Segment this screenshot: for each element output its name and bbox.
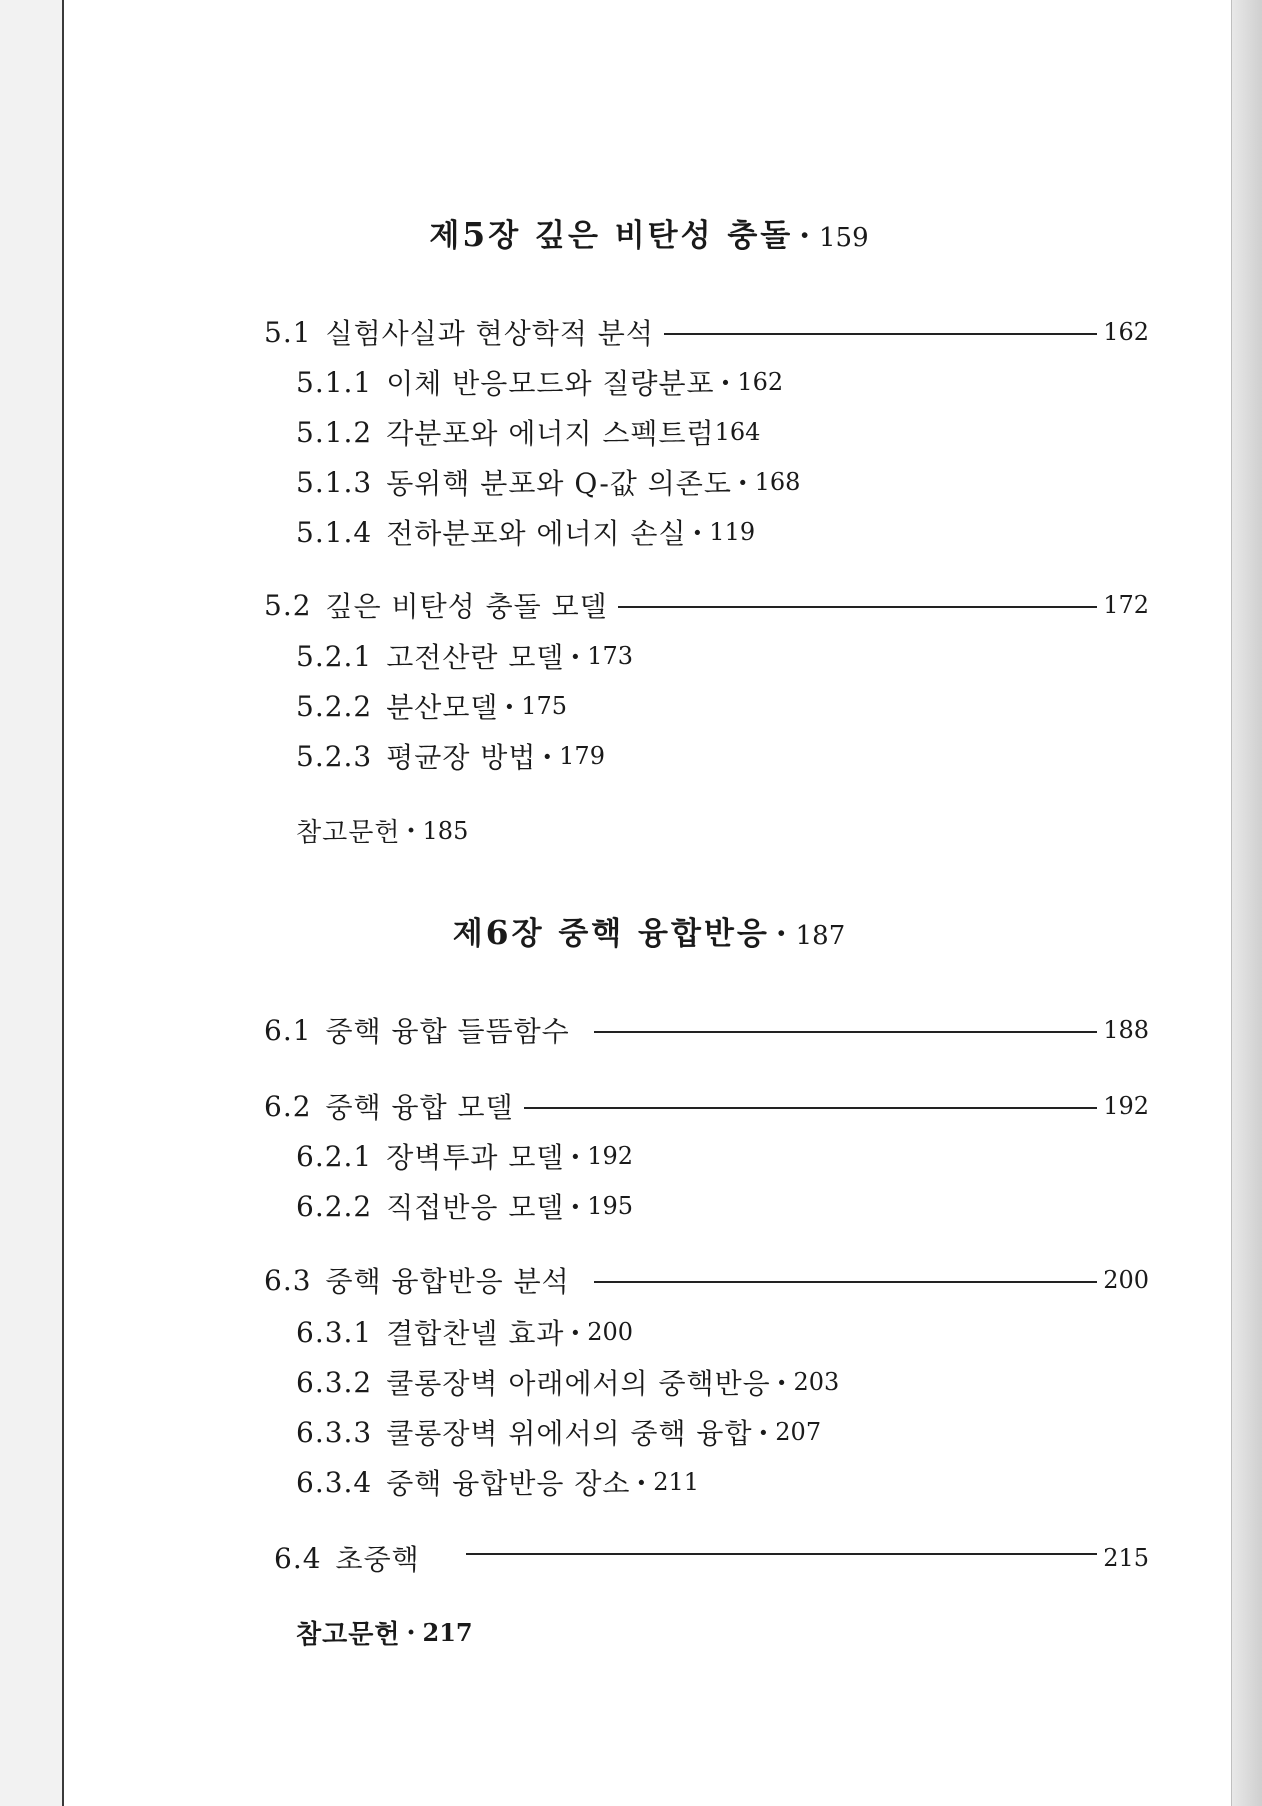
toc-section-6-1[interactable] <box>264 1010 1149 1050</box>
subsection-page: 179 <box>559 742 605 770</box>
chapter-6-references[interactable]: 참고문헌 · 217 <box>296 1614 473 1651</box>
chapter-6-name: 장 중핵 융합반응 <box>511 916 770 952</box>
section-number: 5.1 <box>264 315 312 349</box>
subsection-title: 전하분포와 에너지 손실 <box>386 517 687 550</box>
chapter-5-name: 장 깊은 비탄성 충돌 <box>488 218 794 254</box>
references-label: 참고문헌 <box>296 818 401 848</box>
toc-subsection-5-2-1[interactable]: 5.2.1 고전산란 모델 · 173 <box>296 636 633 676</box>
subsection-title: 장벽투과 모델 <box>386 1141 565 1174</box>
section-page: 192 <box>1103 1092 1149 1120</box>
subsection-title: 쿨롱장벽 위에서의 중핵 융합 <box>386 1417 753 1450</box>
toc-subsection-5-1-3[interactable]: 5.1.3 동위핵 분포와 Q-값 의존도 · 168 <box>296 462 800 502</box>
toc-subsection-5-1-1[interactable]: 5.1.1 이체 반응모드와 질량분포 · 162 <box>296 362 783 402</box>
dot-leader <box>664 333 1097 335</box>
subsection-number: 5.1.2 <box>296 415 373 449</box>
chapter-5-page: 159 <box>819 223 869 253</box>
toc-subsection-5-1-4[interactable]: 5.1.4 전하분포와 에너지 손실 · 119 <box>296 512 755 552</box>
subsection-page: 207 <box>775 1418 822 1446</box>
toc-subsection-6-3-1[interactable]: 6.3.1 결합찬넬 효과 · 200 <box>296 1312 633 1352</box>
page-edge-shadow <box>1232 0 1262 1806</box>
chapter-6-title: 제6장 중핵 융합반응 · 187 <box>452 913 846 952</box>
subsection-title: 분산모델 <box>386 691 499 724</box>
subsection-page: 168 <box>754 468 801 496</box>
subsection-title: 평균장 방법 <box>386 741 537 774</box>
chapter-5-number: 5 <box>462 215 489 254</box>
dot-leader <box>594 1031 1097 1033</box>
toc-subsection-5-1-2[interactable] <box>296 412 760 452</box>
section-number: 5.2 <box>264 588 312 622</box>
dot-leader <box>594 1281 1097 1283</box>
section-page: 215 <box>1103 1544 1149 1572</box>
subsection-page: 175 <box>521 692 568 720</box>
subsection-number: 6.3.1 <box>296 1315 373 1349</box>
subsection-number: 5.1.1 <box>296 365 373 399</box>
section-page: 188 <box>1103 1016 1149 1044</box>
chapter-5-title: 제5장 깊은 비탄성 충돌 · 159 <box>429 215 869 254</box>
subsection-number: 6.3.3 <box>296 1415 373 1449</box>
subsection-page: 164 <box>714 418 761 446</box>
section-page: 200 <box>1103 1266 1149 1294</box>
section-number: 6.4 <box>274 1541 322 1575</box>
section-title: 초중핵 <box>335 1543 420 1576</box>
subsection-page: 192 <box>587 1142 634 1170</box>
subsection-title: 쿨롱장벽 아래에서의 중핵반응 <box>386 1367 771 1400</box>
subsection-title: 이체 반응모드와 질량분포 <box>386 367 715 400</box>
subsection-page: 162 <box>737 368 784 396</box>
subsection-number: 5.1.4 <box>296 515 373 549</box>
toc-subsection-6-3-4[interactable]: 6.3.4 중핵 융합반응 장소 · 211 <box>296 1462 699 1502</box>
toc-subsection-6-2-1[interactable]: 6.2.1 장벽투과 모델 · 192 <box>296 1136 633 1176</box>
subsection-number: 6.2.1 <box>296 1139 373 1173</box>
dot-leader <box>466 1553 1098 1555</box>
section-title: 중핵 융합 모델 <box>325 1091 514 1124</box>
subsection-title: 동위핵 분포와 Q-값 의존도 <box>386 467 732 500</box>
subsection-title: 결합찬넬 효과 <box>386 1317 565 1350</box>
section-title: 중핵 융합반응 분석 <box>325 1265 570 1298</box>
references-label: 참고문헌 <box>296 1620 401 1650</box>
toc-section-5-1[interactable] <box>264 312 1149 352</box>
subsection-number: 5.2.1 <box>296 639 373 673</box>
toc-section-6-4[interactable] <box>274 1538 1149 1578</box>
toc-subsection-6-3-2[interactable]: 6.3.2 쿨롱장벽 아래에서의 중핵반응 · 203 <box>296 1362 839 1402</box>
chapter-6-page: 187 <box>795 921 846 951</box>
subsection-title: 직접반응 모델 <box>386 1191 565 1224</box>
subsection-page: 173 <box>587 642 634 670</box>
subsection-page: 119 <box>709 518 756 546</box>
subsection-title: 고전산란 모델 <box>386 641 565 674</box>
section-title: 실험사실과 현상학적 분석 <box>325 317 654 350</box>
subsection-page: 203 <box>793 1368 840 1396</box>
chapter-5-prefix: 제 <box>429 218 463 254</box>
toc-section-5-2[interactable] <box>264 585 1149 625</box>
subsection-title: 중핵 융합반응 장소 <box>386 1467 631 1500</box>
subsection-number: 6.3.4 <box>296 1465 373 1499</box>
chapter-5-references[interactable]: 참고문헌 · 185 <box>296 812 468 849</box>
references-page: 185 <box>422 816 469 845</box>
subsection-number: 6.2.2 <box>296 1189 373 1223</box>
toc-subsection-6-2-2[interactable]: 6.2.2 직접반응 모델 · 195 <box>296 1186 633 1226</box>
section-number: 6.2 <box>264 1089 312 1123</box>
toc-subsection-5-2-3[interactable]: 5.2.3 평균장 방법 · 179 <box>296 736 605 776</box>
toc-subsection-5-2-2[interactable]: 5.2.2 분산모델 · 175 <box>296 686 567 726</box>
section-number: 6.3 <box>264 1263 312 1297</box>
chapter-6-number: 6 <box>485 913 512 952</box>
book-page <box>62 0 1232 1806</box>
section-page: 162 <box>1103 318 1149 346</box>
dot-leader <box>524 1107 1098 1109</box>
subsection-number: 6.3.2 <box>296 1365 373 1399</box>
section-number: 6.1 <box>264 1013 312 1047</box>
toc-section-6-2[interactable] <box>264 1086 1149 1126</box>
section-title: 깊은 비탄성 충돌 모델 <box>325 590 608 623</box>
section-page: 172 <box>1103 591 1149 619</box>
subsection-title: 각분포와 에너지 스펙트럼 <box>386 417 715 450</box>
toc-section-6-3[interactable] <box>264 1260 1149 1300</box>
dot-leader <box>618 606 1098 608</box>
section-title: 중핵 융합 들뜸함수 <box>325 1015 570 1048</box>
subsection-number: 5.2.3 <box>296 739 373 773</box>
subsection-number: 5.2.2 <box>296 689 373 723</box>
references-page: 217 <box>422 1618 473 1647</box>
subsection-number: 5.1.3 <box>296 465 373 499</box>
subsection-page: 211 <box>653 1468 699 1496</box>
chapter-6-prefix: 제 <box>452 916 486 952</box>
subsection-page: 200 <box>587 1318 634 1346</box>
subsection-page: 195 <box>587 1192 634 1220</box>
toc-subsection-6-3-3[interactable]: 6.3.3 쿨롱장벽 위에서의 중핵 융합 · 207 <box>296 1412 821 1452</box>
